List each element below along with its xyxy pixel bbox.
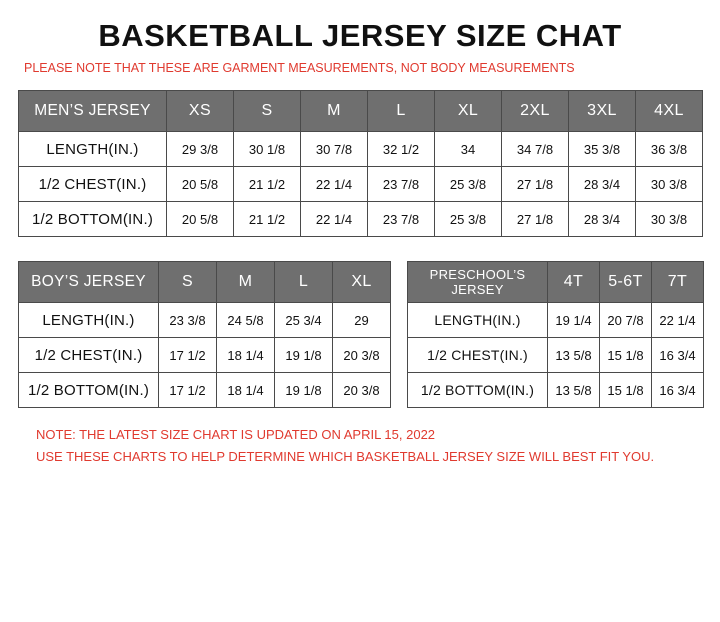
table-row: [19, 167, 703, 202]
column-header: L: [275, 262, 333, 303]
table-cell: 23 7/8: [368, 167, 435, 202]
table-cell: 19 1/4: [548, 303, 600, 338]
row-label: 1/2 CHEST(IN.): [19, 167, 167, 202]
table-cell: 28 3/4: [569, 167, 636, 202]
bottom-notes: [36, 424, 702, 468]
table-cell: 34 7/8: [502, 132, 569, 167]
bottom-note-line-1: NOTE: THE LATEST SIZE CHART IS UPDATED ON APRIL 15, 2022: [36, 427, 436, 442]
column-header: S: [234, 91, 301, 132]
preschool-jersey-table: [407, 261, 704, 408]
table-cell: 30 7/8: [301, 132, 368, 167]
table-cell: 35 3/8: [569, 132, 636, 167]
table-cell: 19 1/8: [275, 338, 333, 373]
table-cell: 27 1/8: [502, 202, 569, 237]
table-cell: 22 1/4: [301, 167, 368, 202]
table-row: [408, 373, 704, 408]
table-cell: 20 3/8: [333, 373, 391, 408]
table-cell: 25 3/4: [275, 303, 333, 338]
table-cell: 23 7/8: [368, 202, 435, 237]
table-cell: 32 1/2: [368, 132, 435, 167]
table-cell: 16 3/4: [652, 373, 704, 408]
table-cell: 15 1/8: [600, 373, 652, 408]
table-cell: 34: [435, 132, 502, 167]
column-header: 2XL: [502, 91, 569, 132]
size-chart-page: [0, 18, 720, 622]
column-header: L: [368, 91, 435, 132]
table-cell: 13 5/8: [548, 373, 600, 408]
column-header: 5-6T: [600, 262, 652, 303]
table-cell: 36 3/8: [636, 132, 703, 167]
table-cell: 15 1/8: [600, 338, 652, 373]
row-label: LENGTH(IN.): [19, 303, 159, 338]
row-label: LENGTH(IN.): [408, 303, 548, 338]
table-cell: 28 3/4: [569, 202, 636, 237]
table-cell: 20 5/8: [167, 167, 234, 202]
preschool-table-corner-label: PRESCHOOL’S JERSEY: [408, 262, 548, 303]
table-cell: 25 3/8: [435, 167, 502, 202]
table-cell: 23 3/8: [159, 303, 217, 338]
row-label: 1/2 CHEST(IN.): [408, 338, 548, 373]
table-cell: 30 1/8: [234, 132, 301, 167]
table-row: [19, 373, 391, 408]
table-row: [19, 303, 391, 338]
column-header: S: [159, 262, 217, 303]
mens-jersey-table: [18, 90, 703, 237]
table-cell: 13 5/8: [548, 338, 600, 373]
table-cell: 30 3/8: [636, 167, 703, 202]
table-cell: 24 5/8: [217, 303, 275, 338]
table-cell: 18 1/4: [217, 373, 275, 408]
table-cell: 20 5/8: [167, 202, 234, 237]
table-cell: 16 3/4: [652, 338, 704, 373]
page-title: BASKETBALL JERSEY SIZE CHAT: [98, 18, 622, 53]
table-cell: 20 7/8: [600, 303, 652, 338]
secondary-tables-row: [18, 261, 702, 408]
mens-jersey-table-wrapper: [18, 90, 702, 237]
table-cell: 29 3/8: [167, 132, 234, 167]
column-header: XL: [435, 91, 502, 132]
row-label: 1/2 CHEST(IN.): [19, 338, 159, 373]
column-header: 7T: [652, 262, 704, 303]
table-cell: 17 1/2: [159, 338, 217, 373]
table-row: [408, 338, 704, 373]
table-cell: 21 1/2: [234, 202, 301, 237]
table-header-row: [408, 262, 704, 303]
table-cell: 17 1/2: [159, 373, 217, 408]
bottom-note-line-2: USE THESE CHARTS TO HELP DETERMINE WHICH BASKETBALL JERSEY SIZE WILL BEST FIT YOU.: [36, 449, 655, 464]
table-cell: 19 1/8: [275, 373, 333, 408]
column-header: XL: [333, 262, 391, 303]
row-label: 1/2 BOTTOM(IN.): [19, 373, 159, 408]
table-header-row: [19, 91, 703, 132]
table-cell: 30 3/8: [636, 202, 703, 237]
row-label: 1/2 BOTTOM(IN.): [408, 373, 548, 408]
boys-jersey-table: [18, 261, 391, 408]
row-label: LENGTH(IN.): [19, 132, 167, 167]
table-cell: 22 1/4: [301, 202, 368, 237]
table-row: [19, 202, 703, 237]
boys-table-corner-label: BOY’S JERSEY: [19, 262, 159, 303]
table-header-row: [19, 262, 391, 303]
table-cell: 22 1/4: [652, 303, 704, 338]
table-row: [19, 132, 703, 167]
table-row: [408, 303, 704, 338]
table-cell: 27 1/8: [502, 167, 569, 202]
table-cell: 25 3/8: [435, 202, 502, 237]
row-label: 1/2 BOTTOM(IN.): [19, 202, 167, 237]
top-note: PLEASE NOTE THAT THESE ARE GARMENT MEASUREMENTS, NOT BODY MEASUREMENTS: [24, 61, 575, 75]
table-cell: 18 1/4: [217, 338, 275, 373]
mens-table-corner-label: MEN’S JERSEY: [19, 91, 167, 132]
column-header: M: [301, 91, 368, 132]
table-row: [19, 338, 391, 373]
column-header: 4XL: [636, 91, 703, 132]
column-header: 4T: [548, 262, 600, 303]
table-cell: 29: [333, 303, 391, 338]
column-header: M: [217, 262, 275, 303]
table-cell: 20 3/8: [333, 338, 391, 373]
column-header: XS: [167, 91, 234, 132]
table-cell: 21 1/2: [234, 167, 301, 202]
column-header: 3XL: [569, 91, 636, 132]
